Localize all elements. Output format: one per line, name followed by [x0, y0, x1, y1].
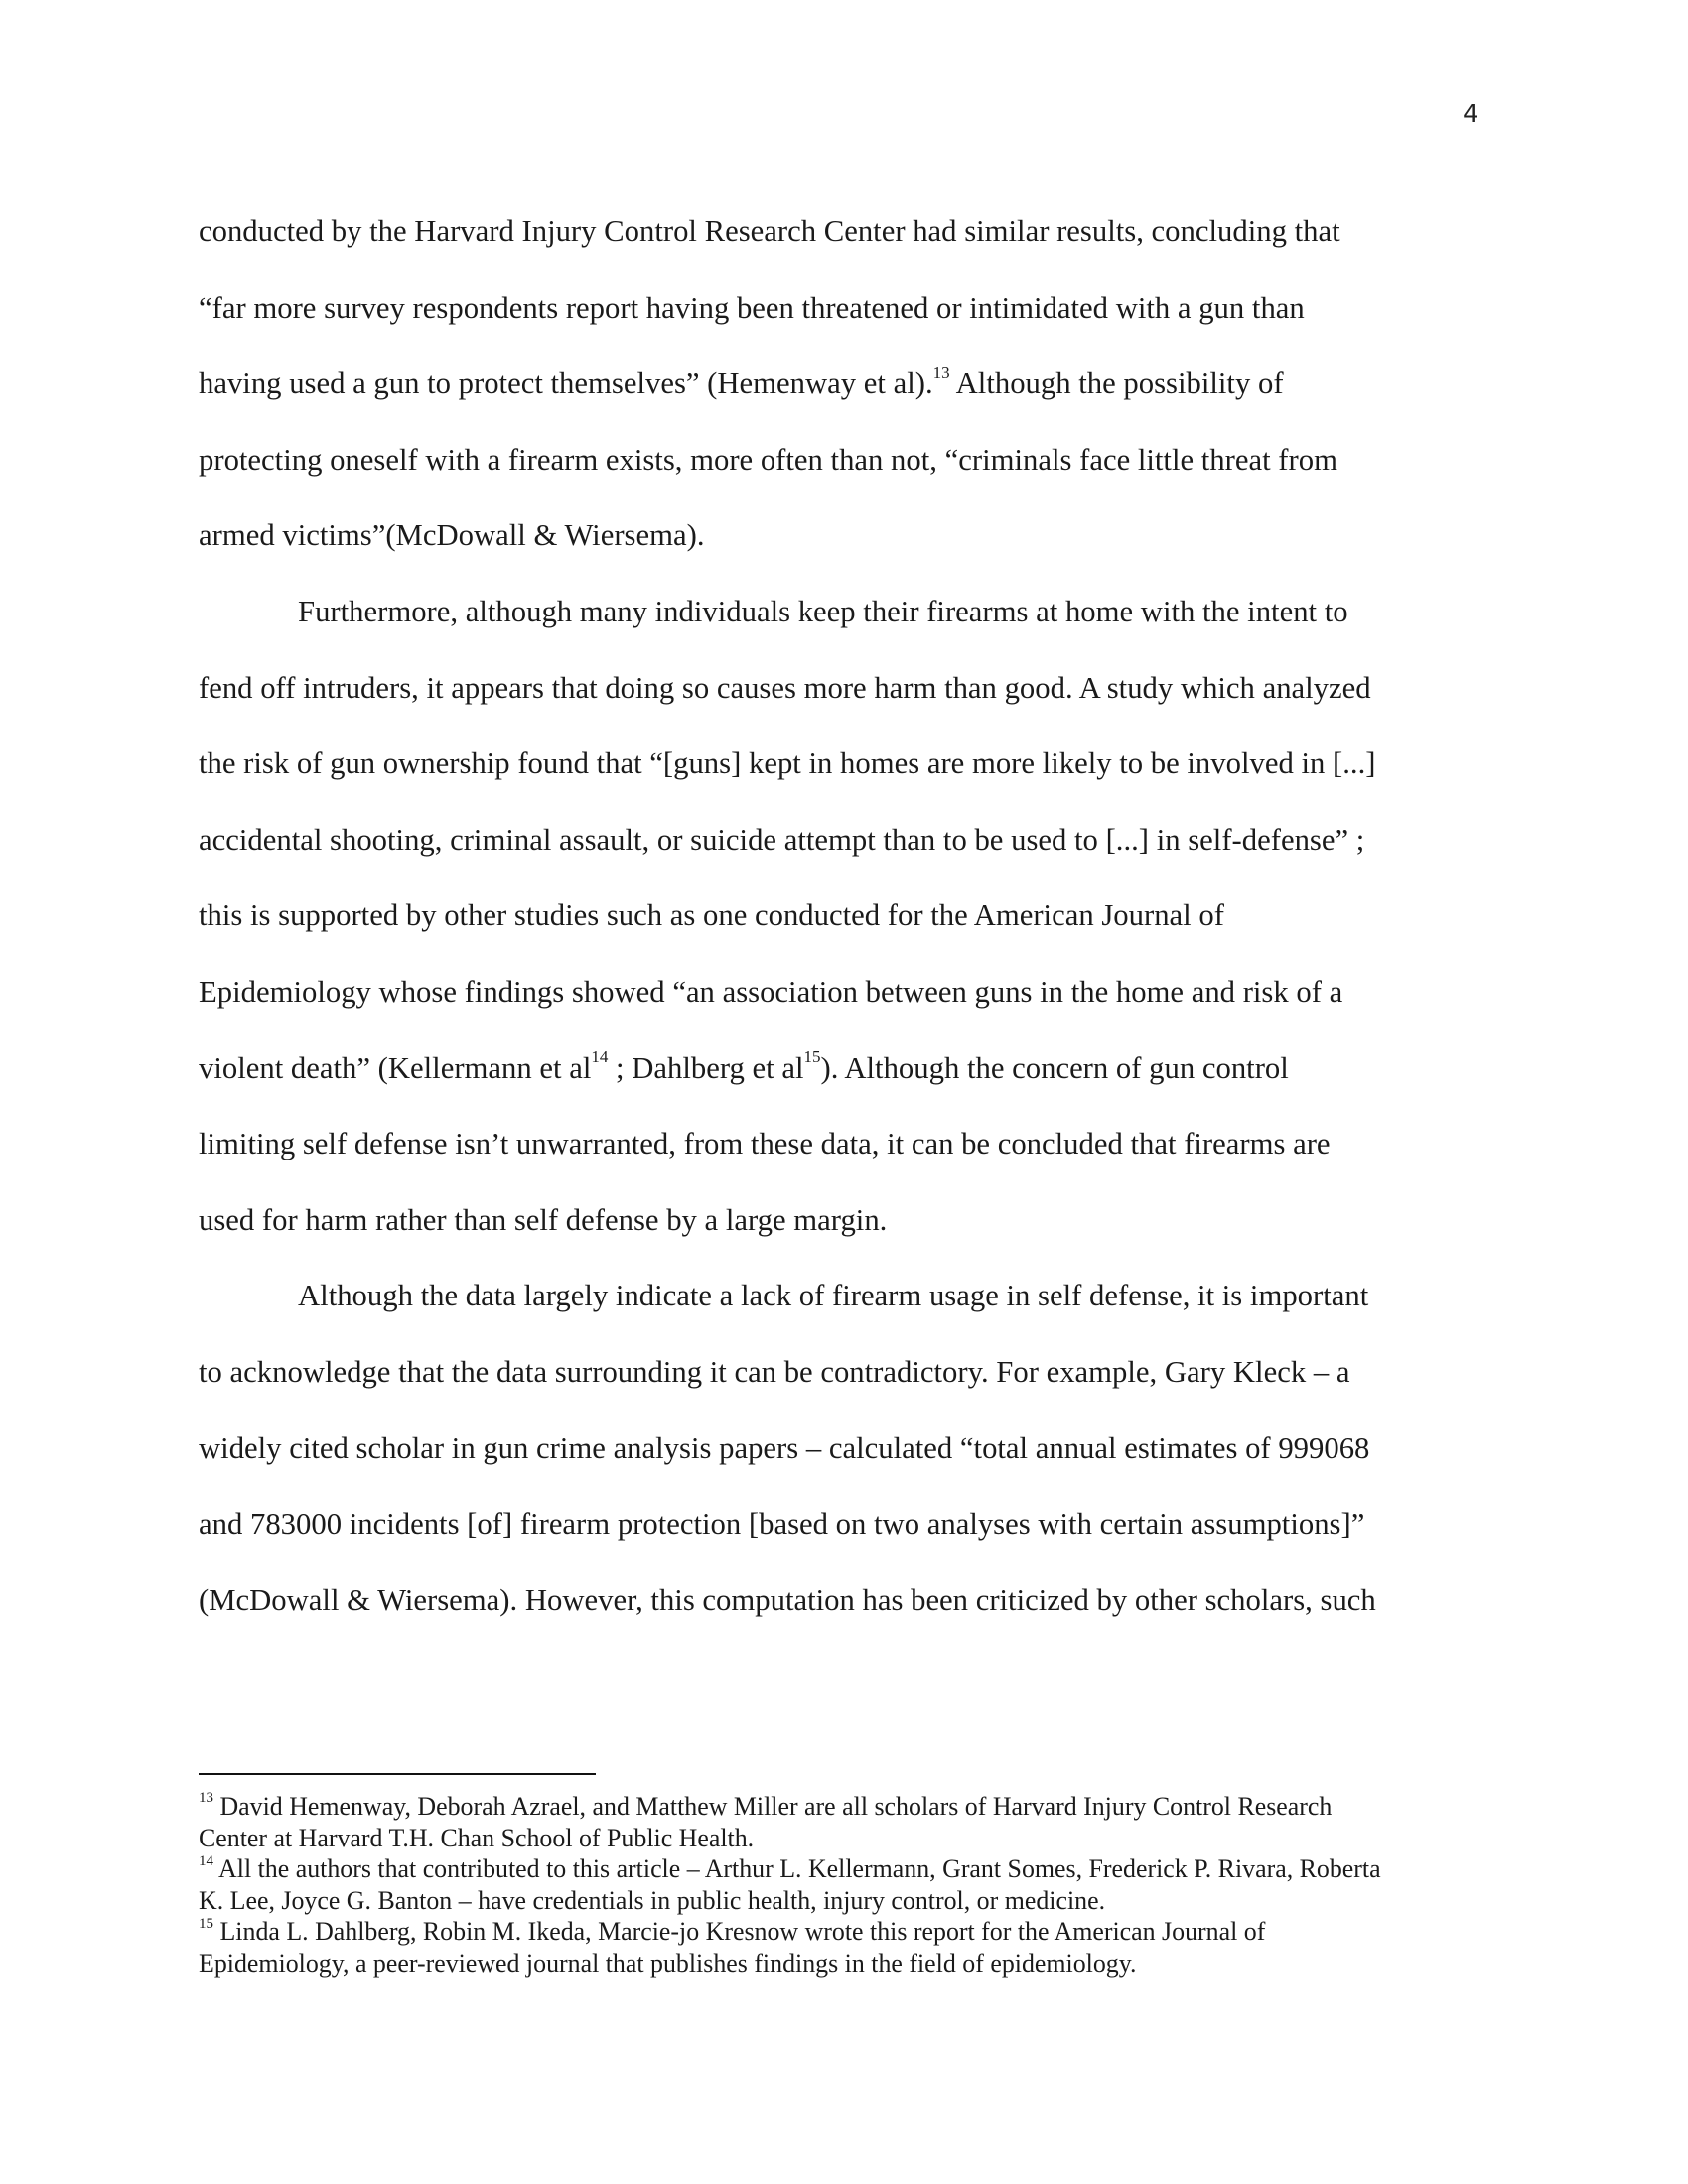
footnote-text: Center at Harvard T.H. Chan School of Public Health.	[199, 1823, 755, 1852]
text-line: limiting self defense isn’t unwarranted, from these data, it can be concluded that firearms are	[199, 1127, 1331, 1161]
body-text	[199, 194, 1489, 1638]
text-line: (McDowall & Wiersema). However, this computation has been criticized by other scholars, such	[199, 1582, 1376, 1617]
footnote-text: All the authors that contributed to this article – Arthur L. Kellermann, Grant Somes, Frederick P. Rivara, Roberta	[218, 1854, 1381, 1884]
text-run: ). Although the concern of gun control	[820, 1050, 1289, 1085]
text-line: Epidemiology whose findings showed “an association between guns in the home and risk of a	[199, 974, 1343, 1009]
text-run: Although the possibility of	[949, 366, 1284, 401]
text-line: fend off intruders, it appears that doing so causes more harm than good. A study which analyzed	[199, 670, 1371, 705]
text-line: widely cited scholar in gun crime analysis papers – calculated “total annual estimates of 999068	[199, 1431, 1370, 1465]
text-run: violent death” (Kellermann et al	[199, 1050, 592, 1085]
text-line: this is supported by other studies such as one conducted for the American Journal of	[199, 898, 1224, 933]
footnote-line	[199, 1791, 1509, 1823]
text-run: ; Dahlberg et al	[608, 1050, 804, 1085]
footnote-line	[199, 1885, 1509, 1917]
footnote-number: 15	[199, 1915, 213, 1932]
footnote-reference: 14	[591, 1047, 609, 1067]
footnote	[199, 1791, 1509, 1853]
text-line: used for harm rather than self defense by a large margin.	[199, 1202, 888, 1237]
text-line: to acknowledge that the data surrounding it can be contradictory. For example, Gary Kleck – a	[199, 1354, 1350, 1389]
text-line: Furthermore, although many individuals keep their firearms at home with the intent to	[298, 594, 1348, 628]
paragraph	[199, 1258, 1489, 1638]
paragraph	[199, 574, 1489, 1258]
text-line: accidental shooting, criminal assault, or suicide attempt than to be used to [...] in self-defense” ;	[199, 822, 1365, 857]
text-line: conducted by the Harvard Injury Control Research Center had similar results, concluding that	[199, 214, 1340, 248]
paragraph	[199, 194, 1489, 574]
footnote-line	[199, 1916, 1509, 1948]
footnote	[199, 1853, 1509, 1916]
footnote-reference: 15	[803, 1047, 821, 1067]
page-number: 4	[1463, 99, 1478, 128]
footnote-reference: 13	[932, 362, 950, 382]
text-line: and 783000 incidents [of] firearm protection [based on two analyses with certain assumptions]”	[199, 1507, 1365, 1542]
text-line	[199, 345, 1489, 422]
text-run: having used a gun to protect themselves” (Hemenway et al).	[199, 366, 933, 401]
footnote-line	[199, 1948, 1509, 1979]
footnote-line	[199, 1823, 1509, 1854]
footnote-number: 14	[199, 1852, 213, 1869]
text-line: armed victims”(McDowall & Wiersema).	[199, 518, 705, 553]
footnote-text: Epidemiology, a peer-reviewed journal that publishes findings in the field of epidemiology.	[199, 1948, 1137, 1978]
text-line: Although the data largely indicate a lack of firearm usage in self defense, it is important	[298, 1279, 1369, 1313]
text-line	[199, 1030, 1489, 1107]
footnote-number: 13	[199, 1790, 213, 1807]
text-line: protecting oneself with a firearm exists, more often than not, “criminals face little threat from	[199, 442, 1337, 477]
text-line: the risk of gun ownership found that “[guns] kept in homes are more likely to be involved in [...]	[199, 747, 1376, 781]
footnote	[199, 1916, 1509, 1979]
footnote-separator	[199, 1773, 596, 1775]
footnote-text: K. Lee, Joyce G. Banton – have credentials in public health, injury control, or medicine.	[199, 1885, 1106, 1915]
footnote-text: David Hemenway, Deborah Azrael, and Matthew Miller are all scholars of Harvard Injury Control Research	[219, 1792, 1333, 1821]
footnotes	[199, 1791, 1509, 1979]
footnote-text: Linda L. Dahlberg, Robin M. Ikeda, Marcie-jo Kresnow wrote this report for the American Journal of	[219, 1917, 1266, 1947]
text-line: “far more survey respondents report having been threatened or intimidated with a gun than	[199, 290, 1305, 325]
footnote-line	[199, 1853, 1509, 1885]
